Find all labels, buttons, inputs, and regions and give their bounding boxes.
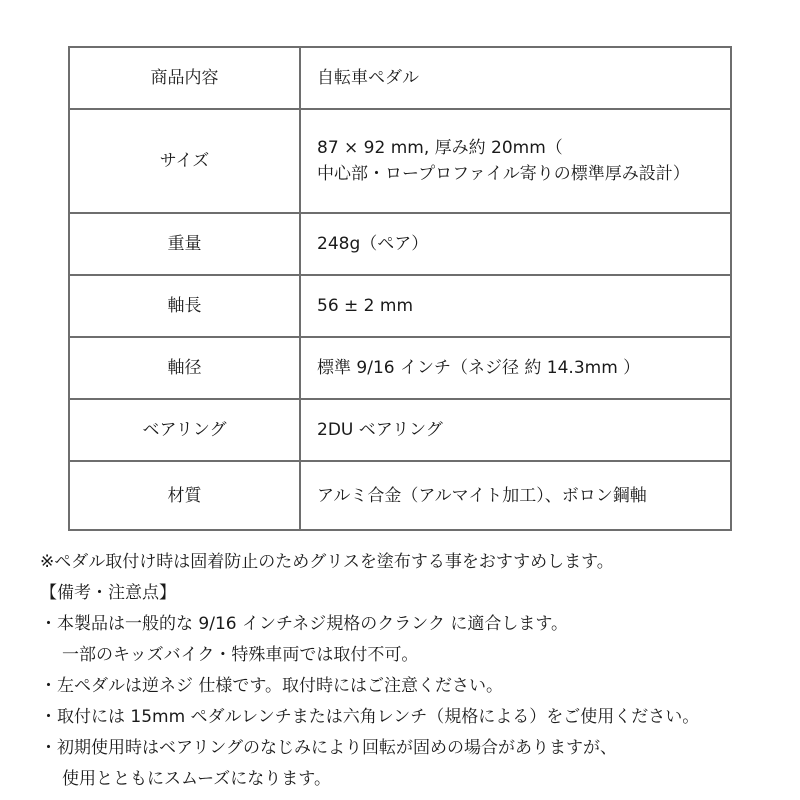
remark-line: ・本製品は一般的な 9/16 インチネジ規格のクランク に適合します。 (40, 614, 569, 634)
remark-line: ・左ペダルは逆ネジ 仕様です。取付時にはご注意ください。 (40, 676, 504, 696)
spec-label: サイズ (69, 109, 300, 213)
remark-item (40, 702, 800, 733)
spec-value (300, 275, 731, 337)
spec-row-bearing (69, 399, 731, 461)
spec-label: 重量 (69, 213, 300, 275)
spec-row-size (69, 109, 731, 213)
spec-value (300, 337, 731, 399)
spec-value-line: 87 × 92 mm, 厚み約 20mm（ (317, 138, 563, 158)
spec-value (300, 461, 731, 530)
spec-value (300, 47, 731, 109)
spec-value (300, 109, 731, 213)
remark-line-continued: 一部のキッズバイク・特殊車両では取付不可。 (62, 645, 419, 665)
notes-section (40, 547, 800, 795)
spec-value-line: 中心部・ロープロファイル寄りの標準厚み設計） (317, 164, 690, 184)
spec-value (300, 213, 731, 275)
spec-row-axle-length (69, 275, 731, 337)
product-spec-table (68, 46, 732, 531)
spec-value-line: 2DU ベアリング (317, 420, 443, 440)
spec-label: 軸長 (69, 275, 300, 337)
grease-note: ※ペダル取付け時は固着防止のためグリスを塗布する事をおすすめします。 (40, 552, 614, 572)
spec-value-line: アルミ合金（アルマイト加工）、ボロン鋼軸 (317, 485, 647, 506)
spec-row-weight (69, 213, 731, 275)
spec-label: ベアリング (69, 399, 300, 461)
spec-value-line: 自転車ペダル (317, 68, 419, 88)
remark-line-continued: 使用とともにスムーズになります。 (62, 769, 331, 789)
spec-label: 軸径 (69, 337, 300, 399)
remark-line: ・取付には 15mm ペダルレンチまたは六角レンチ（規格による）をご使用ください。 (40, 707, 700, 727)
spec-row-material (69, 461, 731, 530)
spec-row-contents (69, 47, 731, 109)
spec-row-axle-diameter (69, 337, 731, 399)
remark-item (40, 609, 800, 671)
remark-item (40, 733, 800, 795)
spec-value-line: 標準 9/16 インチ（ネジ径 約 14.3mm ） (317, 358, 641, 378)
spec-value-line: 248g（ペア） (317, 234, 429, 254)
remarks-heading: 【備考・注意点】 (40, 583, 176, 603)
spec-value (300, 399, 731, 461)
remark-item (40, 671, 800, 702)
spec-label: 商品内容 (69, 47, 300, 109)
spec-value-line: 56 ± 2 mm (317, 296, 414, 316)
remark-line: ・初期使用時はベアリングのなじみにより回転が固めの場合がありますが、 (40, 738, 617, 758)
spec-label: 材質 (69, 461, 300, 530)
